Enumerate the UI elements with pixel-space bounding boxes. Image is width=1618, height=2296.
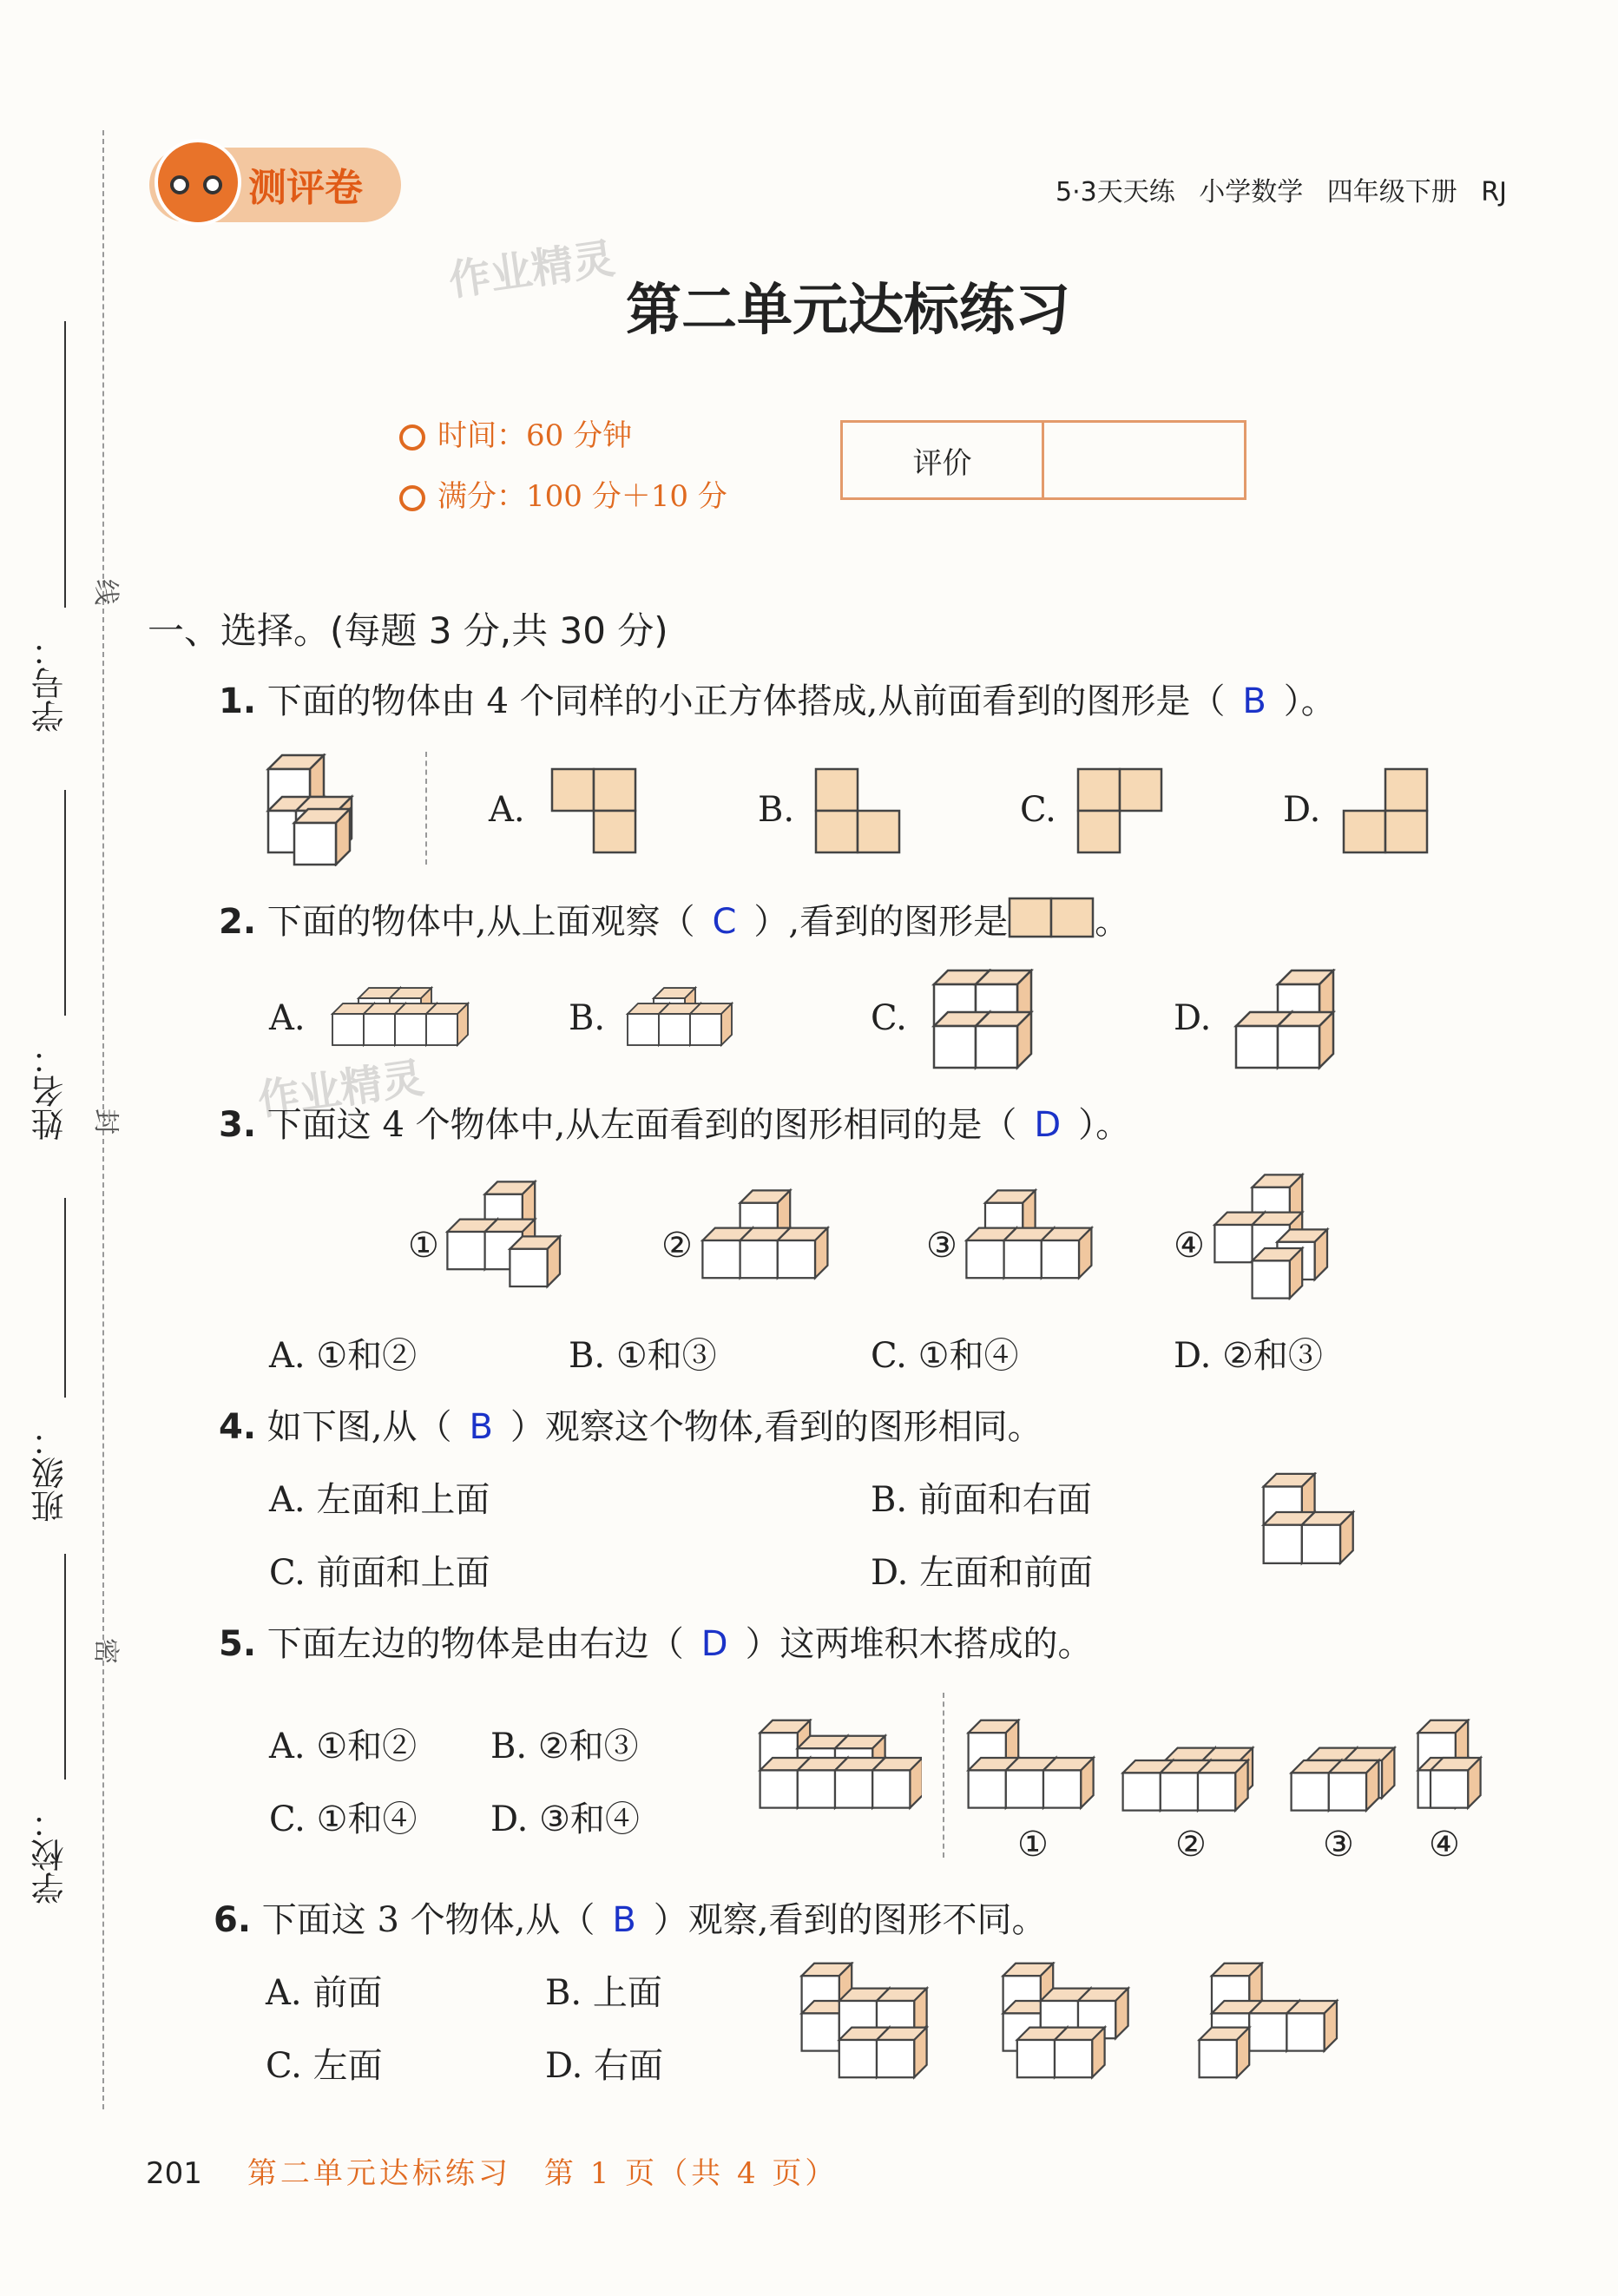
clock-icon — [399, 424, 425, 451]
q1-divider — [425, 752, 427, 865]
mascot-icon — [155, 139, 241, 226]
q2-object-c — [931, 969, 1043, 1073]
page-footer — [146, 2149, 838, 2192]
q5-divider — [943, 1693, 944, 1858]
q3-figure-label-2: ② — [661, 1226, 693, 1266]
q4-option-b[interactable]: B. 前面和右面 — [871, 1480, 1092, 1520]
watermark-2: 作业精灵 — [254, 1053, 427, 1126]
side-mark-secret: 密 — [90, 1638, 121, 1664]
evaluation-box — [840, 420, 1246, 500]
q4-option-d[interactable]: D. 左面和前面 — [871, 1553, 1094, 1593]
q1-option-b[interactable]: B. — [758, 790, 795, 830]
q6-object-2 — [1000, 1962, 1148, 2083]
answer-6: B — [612, 1900, 636, 1940]
q1-figure-b — [814, 767, 901, 854]
q1-option-d[interactable]: D. — [1283, 790, 1321, 830]
side-label-name: 姓名： — [31, 1042, 69, 1141]
q2-target-shape — [1008, 897, 1095, 940]
q1-figure-d — [1342, 767, 1429, 854]
q2-option-c[interactable]: C. — [871, 998, 907, 1038]
side-label-school: 学校： — [31, 1806, 69, 1905]
q6-option-a[interactable]: A. 前面 — [266, 1973, 383, 2013]
q1-object — [265, 753, 378, 866]
question-5: 5. 下面左边的物体是由右边（ D ）这两堆积木搭成的。 — [219, 1624, 1093, 1664]
side-label-student-id: 学号： — [31, 634, 69, 733]
q5-object-3 — [1288, 1745, 1410, 1823]
q5-figure-label-4: ④ — [1429, 1825, 1460, 1865]
answer-3: D — [1034, 1105, 1062, 1145]
eval-label: 评价 — [843, 423, 1044, 497]
footer-text: 第二单元达标练习 第 1 页（共 4 页） — [247, 2156, 839, 2191]
score-info: 满分：100 分＋10 分 — [399, 472, 727, 515]
q3-object-3 — [962, 1186, 1101, 1299]
q3-object-1 — [443, 1177, 599, 1299]
q5-figure-label-1: ① — [1017, 1825, 1049, 1865]
q5-combined-object — [757, 1719, 922, 1823]
question-6: 6. 下面这 3 个物体,从（ B ）观察,看到的图形不同。 — [214, 1900, 1047, 1940]
side-mark-seal: 封 — [90, 1109, 121, 1135]
q2-option-d[interactable]: D. — [1174, 998, 1212, 1038]
q4-object — [1260, 1472, 1391, 1576]
page-title: 第二单元达标练习 — [626, 278, 1070, 343]
question-3: 3. 下面这 4 个物体中,从左面看到的图形相同的是（ D ）。 — [219, 1105, 1131, 1145]
side-label-class: 班级： — [31, 1424, 69, 1523]
q5-option-d[interactable]: D. ③和④ — [490, 1799, 640, 1839]
school-line — [64, 1554, 66, 1780]
q6-object-1 — [799, 1962, 946, 2083]
side-mark-line: 线 — [90, 579, 121, 605]
q5-figure-label-3: ③ — [1323, 1825, 1354, 1865]
q3-option-c[interactable]: C. ①和④ — [871, 1336, 1019, 1376]
q5-object-2 — [1120, 1745, 1276, 1823]
q3-figure-label-4: ④ — [1174, 1226, 1205, 1266]
student-id-line — [64, 321, 66, 608]
q6-option-c[interactable]: C. 左面 — [266, 2046, 383, 2086]
q3-object-2 — [698, 1186, 854, 1299]
page-number: 201 — [146, 2156, 202, 2191]
answer-1: B — [1242, 681, 1266, 721]
q5-object-4 — [1415, 1719, 1502, 1823]
eval-field[interactable] — [1044, 423, 1244, 497]
q1-option-a[interactable]: A. — [489, 790, 525, 830]
q4-option-c[interactable]: C. 前面和上面 — [269, 1553, 490, 1593]
watermark: 作业精灵 — [445, 234, 618, 306]
q5-object-1 — [965, 1719, 1113, 1823]
question-1: 1. 下面的物体由 4 个同样的小正方体搭成,从前面看到的图形是（ B ）。 — [219, 681, 1336, 721]
question-4: 4. 如下图,从（ B ）观察这个物体,看到的图形相同。 — [219, 1407, 1042, 1447]
q5-option-b[interactable]: B. ②和③ — [490, 1727, 639, 1766]
q2-object-b — [625, 983, 738, 1061]
q2-object-d — [1233, 969, 1345, 1073]
q1-figure-a — [550, 767, 637, 854]
q2-option-b[interactable]: B. — [569, 998, 606, 1038]
q5-figure-label-2: ② — [1175, 1825, 1207, 1865]
badge-text: 测评卷 — [248, 166, 363, 210]
answer-5: D — [700, 1624, 728, 1664]
q1-option-c[interactable]: C. — [1020, 790, 1056, 830]
q4-option-a[interactable]: A. 左面和上面 — [269, 1480, 490, 1520]
q5-option-c[interactable]: C. ①和④ — [269, 1799, 418, 1839]
series-info: 5·3天天练 小学数学 四年级下册 RJ — [1055, 177, 1507, 207]
q3-option-b[interactable]: B. ①和③ — [569, 1336, 717, 1376]
name-line — [64, 790, 66, 1016]
answer-4: B — [469, 1407, 493, 1447]
q3-figure-label-3: ③ — [926, 1226, 957, 1266]
question-2: 2. 下面的物体中,从上面观察（ C ）,看到的图形是 。 — [219, 894, 1129, 944]
q6-option-d[interactable]: D. 右面 — [545, 2046, 664, 2086]
answer-2: C — [712, 902, 737, 942]
q6-object-3 — [1196, 1962, 1361, 2083]
section-title: 一、选择。(每题 3 分,共 30 分) — [148, 609, 668, 652]
q2-option-a[interactable]: A. — [269, 998, 306, 1038]
q5-option-a[interactable]: A. ①和② — [269, 1727, 418, 1766]
check-icon — [399, 485, 425, 511]
q3-figure-label-1: ① — [408, 1226, 439, 1266]
q3-object-4 — [1210, 1170, 1366, 1300]
q3-option-d[interactable]: D. ②和③ — [1174, 1336, 1323, 1376]
q1-figure-c — [1076, 767, 1163, 854]
q3-option-a[interactable]: A. ①和② — [269, 1336, 418, 1376]
q6-option-b[interactable]: B. 上面 — [545, 1973, 662, 2013]
class-line — [64, 1198, 66, 1398]
time-info: 时间：60 分钟 — [399, 411, 632, 454]
